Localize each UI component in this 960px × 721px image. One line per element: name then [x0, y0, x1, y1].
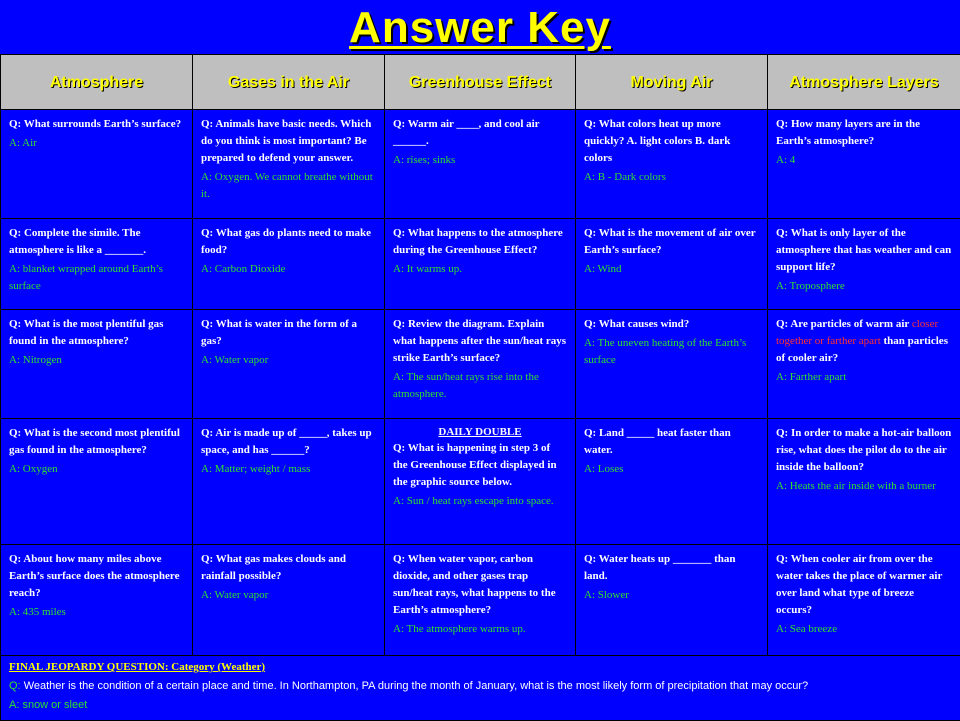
question-text: Q: What happens to the atmosphere during the Greenhouse Effect?: [393, 225, 567, 259]
question-text: Q: What colors heat up more quickly? A. light colors B. dark colors: [584, 116, 759, 167]
answer-text: A: Matter; weight / mass: [201, 461, 376, 478]
question-text: Q: What gas do plants need to make food?: [201, 225, 376, 259]
answer-text: A: Nitrogen: [9, 352, 184, 369]
question-text: Q: What is happening in step 3 of the Greenhouse Effect displayed in the graphic source below.: [393, 440, 567, 491]
question-text: Q: Air is made up of _____, takes up space, and has ______?: [201, 425, 376, 459]
question-text: [776, 316, 952, 367]
question-text: Q: Complete the simile. The atmosphere is like a _______.: [9, 225, 184, 259]
answer-text: A: 435 miles: [9, 604, 184, 621]
question-cell: [193, 545, 385, 656]
answer-text: A: 4: [776, 152, 952, 169]
table-row: [1, 219, 960, 310]
answer-text: A: rises; sinks: [393, 152, 567, 169]
question-cell: [1, 219, 193, 310]
answer-text: A: Slower: [584, 587, 759, 604]
question-text: Q: Water heats up _______ than land.: [584, 551, 759, 585]
final-question: [9, 677, 952, 696]
question-cell: [576, 419, 768, 545]
question-cell: [385, 545, 576, 656]
question-cell: [385, 310, 576, 419]
table-row: [1, 110, 960, 219]
title-bar: [0, 0, 960, 56]
answer-text: A: Air: [9, 135, 184, 152]
column-header-gases: Gases in the Air: [193, 55, 385, 110]
question-text-start: Q: Are particles of warm air: [776, 318, 909, 330]
question-cell: [576, 545, 768, 656]
table-row: [1, 310, 960, 419]
answer-text: A: Oxygen: [9, 461, 184, 478]
question-cell: [768, 545, 960, 656]
question-cell: [193, 310, 385, 419]
question-text: Q: What is the movement of air over Earth’s surface?: [584, 225, 759, 259]
answer-text: A: The atmosphere warms up.: [393, 621, 567, 638]
daily-double-cell: [385, 419, 576, 545]
column-header-layers: Atmosphere Layers: [768, 55, 960, 110]
answer-text: A: Farther apart: [776, 369, 952, 386]
question-cell: [193, 110, 385, 219]
answer-text: A: Sun / heat rays escape into space.: [393, 493, 567, 510]
question-cell: [768, 219, 960, 310]
final-jeopardy-heading: FINAL JEOPARDY QUESTION: Category (Weather): [9, 658, 952, 677]
question-text: Q: What is the second most plentiful gas found in the atmosphere?: [9, 425, 184, 459]
answer-text: A: It warms up.: [393, 261, 567, 278]
question-cell: [1, 545, 193, 656]
answer-text: A: Water vapor: [201, 587, 376, 604]
answer-text: A: Troposphere: [776, 278, 952, 295]
answer-text: A: The uneven heating of the Earth’s surface: [584, 335, 759, 369]
question-text: Q: About how many miles above Earth’s surface does the atmosphere reach?: [9, 551, 184, 602]
final-jeopardy-row: [1, 656, 960, 721]
question-cell: [576, 310, 768, 419]
question-text-end: than particles of cooler air?: [776, 335, 948, 364]
question-text: Q: When water vapor, carbon dioxide, and other gases trap sun/heat rays, what happens to the Earth’s atmosphere?: [393, 551, 567, 619]
question-text: Q: In order to make a hot-air balloon rise, what does the pilot do to the air inside the balloon?: [776, 425, 952, 476]
answer-text: A: Water vapor: [201, 352, 376, 369]
question-cell: [768, 310, 960, 419]
column-header-greenhouse: Greenhouse Effect: [385, 55, 576, 110]
question-cell: [576, 219, 768, 310]
question-text: Q: What surrounds Earth’s surface?: [9, 116, 184, 133]
header-row: [1, 55, 960, 110]
question-cell: [385, 110, 576, 219]
answer-text: A: blanket wrapped around Earth’s surface: [9, 261, 184, 295]
answer-text: A: Wind: [584, 261, 759, 278]
final-question-text: Weather is the condition of a certain place and time. In Northampton, PA during the month of January, what is the most likely form of precipitation that may occur?: [24, 680, 808, 692]
column-header-moving-air: Moving Air: [576, 55, 768, 110]
question-cell: [193, 219, 385, 310]
answer-text: A: Loses: [584, 461, 759, 478]
question-text: Q: When cooler air from over the water takes the place of warmer air over land what type of breeze occurs?: [776, 551, 952, 619]
answer-text: A: Carbon Dioxide: [201, 261, 376, 278]
table-row: [1, 419, 960, 545]
question-cell: [385, 219, 576, 310]
question-cell: [1, 419, 193, 545]
daily-double-label: DAILY DOUBLE: [393, 425, 567, 440]
answer-text: A: Heats the air inside with a burner: [776, 478, 952, 495]
question-text: Q: What causes wind?: [584, 316, 759, 333]
question-cell: [1, 110, 193, 219]
answer-text: A: B - Dark colors: [584, 169, 759, 186]
final-question-label: Q:: [9, 680, 21, 692]
question-text: Q: How many layers are in the Earth’s atmosphere?: [776, 116, 952, 150]
question-cell: [193, 419, 385, 545]
question-cell: [768, 419, 960, 545]
answer-text: A: The sun/heat rays rise into the atmosphere.: [393, 369, 567, 403]
question-text: Q: Animals have basic needs. Which do you think is most important? Be prepared to defend your answer.: [201, 116, 376, 167]
table-row: [1, 545, 960, 656]
page-title: Answer Key: [349, 3, 611, 53]
answer-text: A: Oxygen. We cannot breathe without it.: [201, 169, 376, 203]
answer-text: A: Sea breeze: [776, 621, 952, 638]
question-text: Q: What gas makes clouds and rainfall possible?: [201, 551, 376, 585]
final-answer-text: A: snow or sleet: [9, 696, 952, 715]
question-text: Q: What is the most plentiful gas found in the atmosphere?: [9, 316, 184, 350]
highlighted-phrase: closer together or farther apart: [776, 318, 938, 347]
question-text: Q: Review the diagram. Explain what happens after the sun/heat rays strike Earth’s surface?: [393, 316, 567, 367]
question-cell: [768, 110, 960, 219]
question-cell: [576, 110, 768, 219]
question-text: Q: Warm air ____, and cool air ______.: [393, 116, 567, 150]
question-text: Q: Land _____ heat faster than water.: [584, 425, 759, 459]
answer-key-table: [0, 54, 960, 721]
question-cell: [1, 310, 193, 419]
question-text: Q: What is water in the form of a gas?: [201, 316, 376, 350]
final-jeopardy-cell: [1, 656, 960, 721]
question-text: Q: What is only layer of the atmosphere that has weather and can support life?: [776, 225, 952, 276]
column-header-atmosphere: Atmosphere: [1, 55, 193, 110]
